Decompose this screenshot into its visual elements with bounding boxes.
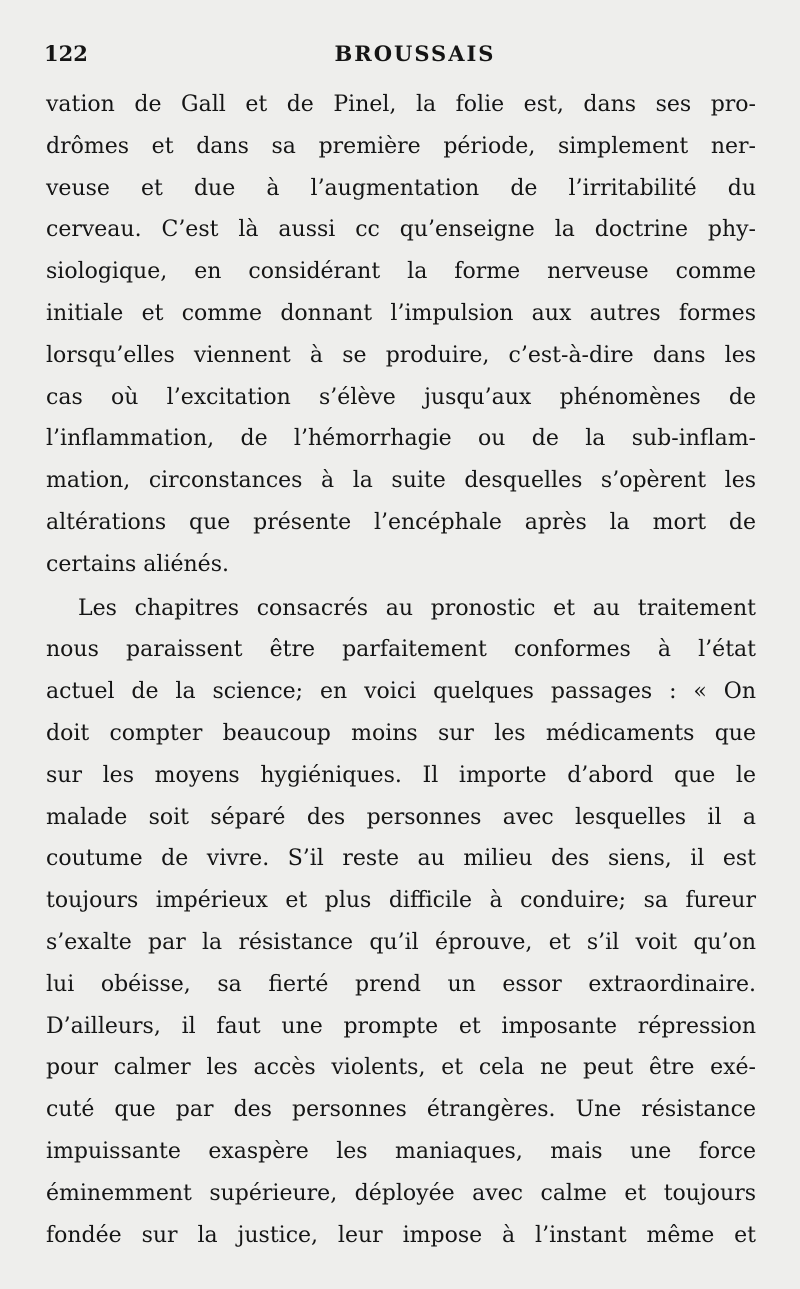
text-line: altérations que présente l’encéphale après la mort de <box>46 509 756 535</box>
text-line: siologique, en considérant la forme nerveuse comme <box>46 259 756 285</box>
text-line: malade soit séparé des personnes avec lesquelles il a <box>46 804 756 830</box>
text-line: coutume de vivre. S’il reste au milieu des siens, il est <box>46 846 756 872</box>
text-line: cerveau. C’est là aussi cc qu’enseigne la doctrine phy- <box>46 217 756 243</box>
text-line: éminemment supérieure, déployée avec calme et toujours <box>46 1180 756 1206</box>
text-line: doit compter beaucoup moins sur les médicaments que <box>46 720 756 746</box>
paragraph-2 <box>46 588 756 1257</box>
running-head <box>44 38 756 70</box>
text-line: s’exalte par la résistance qu’il éprouve, et s’il voit qu’on <box>46 929 756 955</box>
text-line: pour calmer les accès violents, et cela ne peut être exé- <box>46 1055 756 1081</box>
text-line: vation de Gall et de Pinel, la folie est, dans ses pro- <box>46 92 756 117</box>
text-line: lorsqu’elles viennent à se produire, c’est-à-dire dans les <box>46 342 756 368</box>
text-line: sur les moyens hygiéniques. Il importe d’abord que le <box>46 762 756 788</box>
text-line: nous paraissent être parfaitement conformes à l’état <box>46 637 756 663</box>
text-line: Les chapitres consacrés au pronostic et au traitement <box>78 595 756 621</box>
page-number: 122 <box>44 41 88 66</box>
paragraph-1 <box>46 84 756 586</box>
text-line: initiale et comme donnant l’impulsion aux autres formes <box>46 300 756 326</box>
running-title: BROUSSAIS <box>334 41 496 66</box>
text-line: toujours impérieux et plus difficile à conduire; sa fureur <box>46 888 756 914</box>
text-line: veuse et due à l’augmentation de l’irritabilité du <box>46 175 756 201</box>
text-line: l’inflammation, de l’hémorrhagie ou de la sub-inflam- <box>46 426 756 452</box>
text-line: actuel de la science; en voici quelques passages : « On <box>46 679 756 705</box>
text-line: drômes et dans sa première période, simplement ner- <box>46 133 756 159</box>
text-line: D’ailleurs, il faut une prompte et imposante répression <box>46 1013 756 1039</box>
text-line: mation, circonstances à la suite desquelles s’opèrent les <box>46 468 756 494</box>
text-line: cas où l’excitation s’élève jusqu’aux phénomènes de <box>46 384 756 410</box>
text-line: impuissante exaspère les maniaques, mais une force <box>46 1138 756 1164</box>
text-line: lui obéisse, sa fierté prend un essor extraordinaire. <box>46 971 756 997</box>
text-line: fondée sur la justice, leur impose à l’instant même et <box>46 1222 756 1248</box>
body-text <box>46 84 756 1256</box>
text-line: certains aliénés. <box>46 551 229 577</box>
text-line: cuté que par des personnes étrangères. Une résistance <box>46 1097 756 1123</box>
